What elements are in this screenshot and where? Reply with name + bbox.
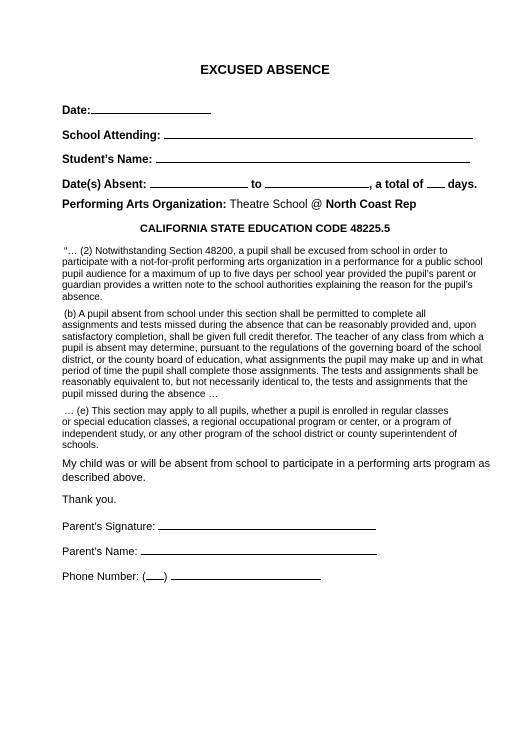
total-label: , a total of <box>369 179 424 191</box>
organization-label: Performing Arts Organization: <box>62 199 227 211</box>
parent-name-label: Parent’s Name: <box>62 546 138 558</box>
organization-value: Theatre School @ <box>229 199 323 211</box>
end-date-field[interactable] <box>265 176 369 188</box>
signature-field[interactable] <box>158 518 376 530</box>
code-paragraph-1 <box>62 246 483 303</box>
paragraph-line: pupil is absent may determine, pursuant to the regulations of the governing board of the school <box>62 343 482 355</box>
dates-absent-label: Date(s) Absent: <box>62 179 147 191</box>
parent-statement <box>62 457 490 485</box>
statement-line: My child was or will be absent from school to participate in a performing arts program as <box>62 458 490 470</box>
thank-you-text: Thank you. <box>62 494 117 506</box>
paragraph-line: period of time the pupil shall complete those assignments. The tests and assignments shall be <box>62 366 479 378</box>
to-label: to <box>250 179 262 191</box>
days-label: days. <box>447 179 478 191</box>
code-paragraph-3 <box>64 406 466 452</box>
phone-number-field[interactable] <box>171 568 321 580</box>
dates-absent-row <box>62 176 477 191</box>
date-field[interactable] <box>91 102 211 114</box>
paragraph-line: absence. <box>62 291 103 303</box>
paragraph-line: participate with a not-for-profit performing arts organization in a performance for a public school <box>62 257 483 269</box>
date-row <box>62 102 211 117</box>
paragraph-line: (b) A pupil absent from school under this section shall be permitted to complete all <box>64 309 426 320</box>
phone-label: Phone Number: ( <box>62 571 146 583</box>
code-paragraph-2 <box>62 309 484 400</box>
code-heading: CALIFORNIA STATE EDUCATION CODE 48225.5 <box>139 223 391 235</box>
parent-name-row <box>62 543 377 558</box>
school-field[interactable] <box>164 127 473 139</box>
area-code-field[interactable] <box>146 568 164 580</box>
start-date-field[interactable] <box>150 176 248 188</box>
paragraph-line: district, or the county board of education, what assignments the pupil may make up and in what <box>62 354 483 366</box>
phone-row <box>62 568 321 583</box>
school-label: School Attending: <box>62 130 161 142</box>
paragraph-line: reasonably equivalent to, but not necessarily identical to, the tests and assignments that the <box>62 377 468 389</box>
student-row <box>62 151 470 166</box>
signature-row <box>62 518 376 533</box>
total-days-field[interactable] <box>427 176 445 188</box>
organization-row <box>62 199 416 211</box>
statement-line: described above. <box>62 472 146 484</box>
paragraph-line: satisfactory completion, shall be given full credit therefor. The teacher of any class from which a <box>62 331 484 343</box>
form-title: EXCUSED ABSENCE <box>200 62 330 77</box>
paragraph-line: assignments and tests missed during the absence that can be reasonably provided and, upon <box>62 320 477 332</box>
organization-value-bold: North Coast Rep <box>325 199 417 211</box>
phone-close-paren: ) <box>163 571 168 583</box>
paragraph-line: pupil missed during the absence … <box>62 388 219 400</box>
date-label: Date: <box>62 105 91 117</box>
paragraph-line: pupil audience for a maximum of up to five days per school year provided the pupil’s parent or <box>62 268 477 280</box>
signature-label: Parent’s Signature: <box>62 521 156 533</box>
paragraph-line: independent study, or any other program of the school district or county superintendent of <box>62 428 458 440</box>
parent-name-field[interactable] <box>141 543 377 555</box>
student-name-field[interactable] <box>156 151 470 163</box>
paragraph-line: “… (2) Notwithstanding Section 48200, a pupil shall be excused from school in order to <box>64 246 448 257</box>
student-label: Student’s Name: <box>62 154 153 166</box>
paragraph-line: or special education classes, a regional occupational program or center, or a program of <box>62 417 452 429</box>
paragraph-line: guardian provides a written note to the school authorities explaining the reason for the pupil’s <box>62 280 473 292</box>
school-row <box>62 127 473 142</box>
paragraph-line: … (e) This section may apply to all pupils, whether a pupil is enrolled in regular classes <box>64 406 449 417</box>
paragraph-line: schools. <box>62 440 99 452</box>
